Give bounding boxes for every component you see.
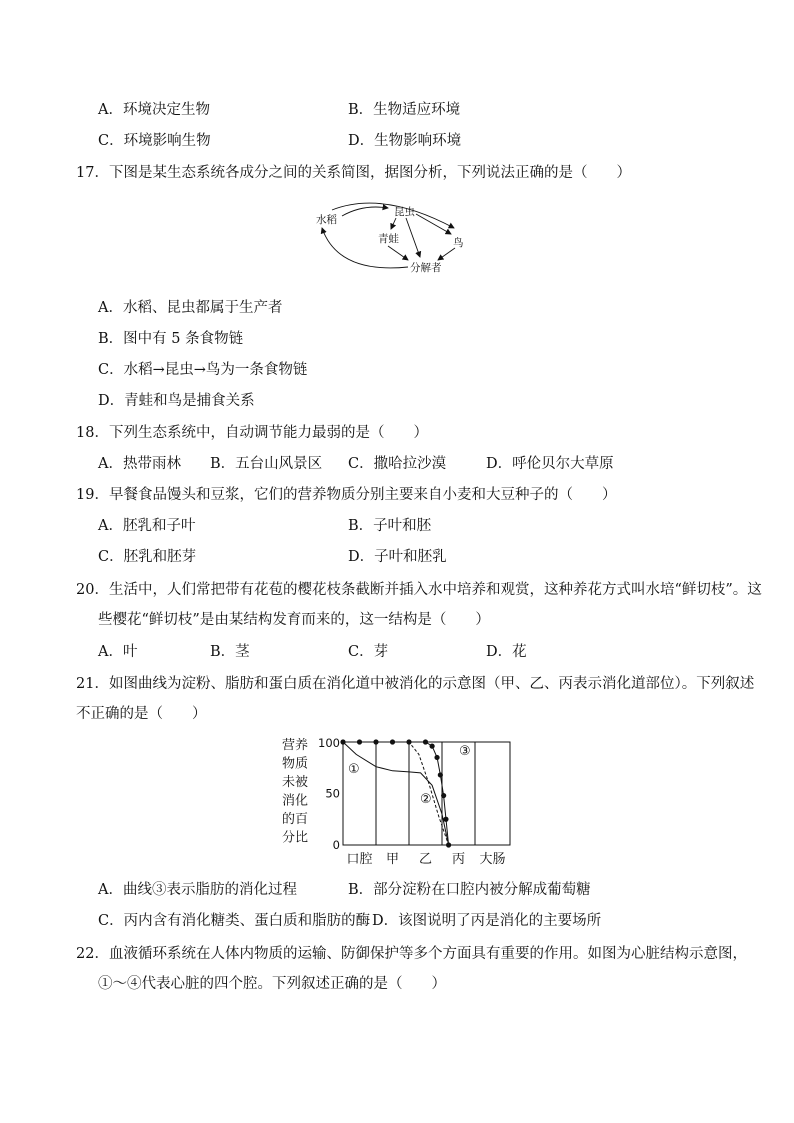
q21-option-a: A．曲线③表示脂肪的消化过程 [98,882,297,898]
q20-stem-line1: 20．生活中，人们常把带有花苞的樱花枝条截断并插入水中培养和观赏，这种养花方式叫水培“鲜切枝”。这 [76,582,762,598]
q22-stem-line1: 22．血液循环系统在人体内物质的运输、防御保护等多个方面具有重要的作用。如图为心脏结构示意图， [76,946,747,962]
q16-option-c: C．环境影响生物 [98,133,211,149]
q18-stem: 18．下列生态系统中，自动调节能力最弱的是（ ） [76,425,428,441]
q17-food-web-diagram [308,196,478,278]
q19-stem: 19．早餐食品馒头和豆浆，它们的营养物质分别主要来自小麦和大豆种子的（ ） [76,487,617,503]
series-3-point-4 [390,739,395,744]
y-axis-label-line-6: 分比 [282,830,309,846]
x-category-label-3: 乙 [418,852,433,867]
series-line-2 [343,742,449,845]
q16-option-b: B．生物适应环境 [348,102,461,118]
diagram-frog-label: 青蛙 [378,233,399,245]
x-category-label-4: 丙 [451,852,466,867]
series-3-point-11 [443,817,448,822]
q21-option-b: B．部分淀粉在口腔内被分解成葡萄糖 [348,882,591,898]
y-tick-label-100: 100 [318,736,340,750]
y-axis-label-line-5: 的百 [282,812,309,827]
q16-option-a: A．环境决定生物 [98,102,210,118]
y-axis-label-line-1: 营养 [282,738,309,753]
series-line-3 [343,742,449,845]
y-axis-label-line-4: 消化 [282,793,309,809]
series-3-point-1 [340,739,345,744]
q20-option-d: D．花 [486,644,527,660]
q20-option-b: B．茎 [210,644,250,660]
x-category-label-5: 大肠 [479,852,506,867]
q21-option-c: C．丙内含有消化糖类、蛋白质和脂肪的酶 [98,913,371,929]
q21-stem-line1: 21．如图曲线为淀粉、脂肪和蛋白质在消化道中被消化的示意图（甲、乙、丙表示消化道部位）。下列叙述 [76,676,755,692]
q17-option-d: D．青蛙和鸟是捕食关系 [98,393,255,409]
q19-option-a: A．胚乳和子叶 [98,518,196,534]
digestion-chart [270,732,520,870]
q17-option-a: A．水稻、昆虫都属于生产者 [98,300,283,316]
series-3-point-8 [434,755,439,760]
q17-option-b: B．图中有 5 条食物链 [98,331,244,347]
q19-option-d: D．子叶和胚乳 [348,549,447,565]
q18-option-a: A．热带雨林 [98,456,181,472]
series-3-point-5 [406,739,411,744]
q17-stem: 17．下图是某生态系统各成分之间的关系简图，据图分析，下列说法正确的是（ ） [76,165,631,181]
q19-option-b: B．子叶和胚 [348,518,432,534]
series-3-point-12 [446,842,451,847]
q22-stem-line2: ①～④代表心脏的四个腔。下列叙述正确的是（ ） [98,976,446,992]
q18-option-c: C．撒哈拉沙漠 [348,456,447,472]
series-label-3: ③ [459,744,471,759]
q19-option-c: C．胚乳和胚芽 [98,549,197,565]
diagram-decomposer-label: 分解者 [410,262,442,274]
series-3-point-10 [441,793,446,798]
x-category-label-1: 口腔 [346,852,373,867]
x-category-label-2: 甲 [385,852,400,867]
series-label-1: ① [348,762,360,777]
y-axis-label-line-3: 未被 [282,775,309,790]
q21-option-d: D．该图说明了丙是消化的主要场所 [372,913,602,929]
q20-option-c: C．芽 [348,644,389,660]
series-3-point-9 [438,772,443,777]
diagram-rice-label: 水稻 [316,214,337,226]
q20-option-a: A．叶 [98,644,138,660]
y-axis-label-line-2: 物质 [282,756,309,772]
series-3-point-3 [373,739,378,744]
q17-option-c: C．水稻→昆虫→鸟为一条食物链 [98,362,308,378]
q18-option-b: B．五台山风景区 [210,456,323,472]
q18-option-d: D．呼伦贝尔大草原 [486,456,614,472]
series-3-point-7 [430,744,435,749]
q21-stem-line2: 不正确的是（ ） [76,706,207,722]
q16-option-d: D．生物影响环境 [348,133,462,149]
q20-stem-line2: 些樱花“鲜切枝”是由某结构发育而来的，这一结构是（ ） [98,612,490,628]
series-3-point-2 [357,739,362,744]
series-label-2: ② [420,792,432,807]
series-line-1 [343,742,449,845]
diagram-bird-label: 鸟 [453,237,464,249]
series-3-point-6 [423,739,428,744]
y-tick-label-50: 50 [325,786,340,801]
y-tick-label-0: 0 [332,838,340,852]
diagram-insect-label: 昆虫 [394,206,415,218]
